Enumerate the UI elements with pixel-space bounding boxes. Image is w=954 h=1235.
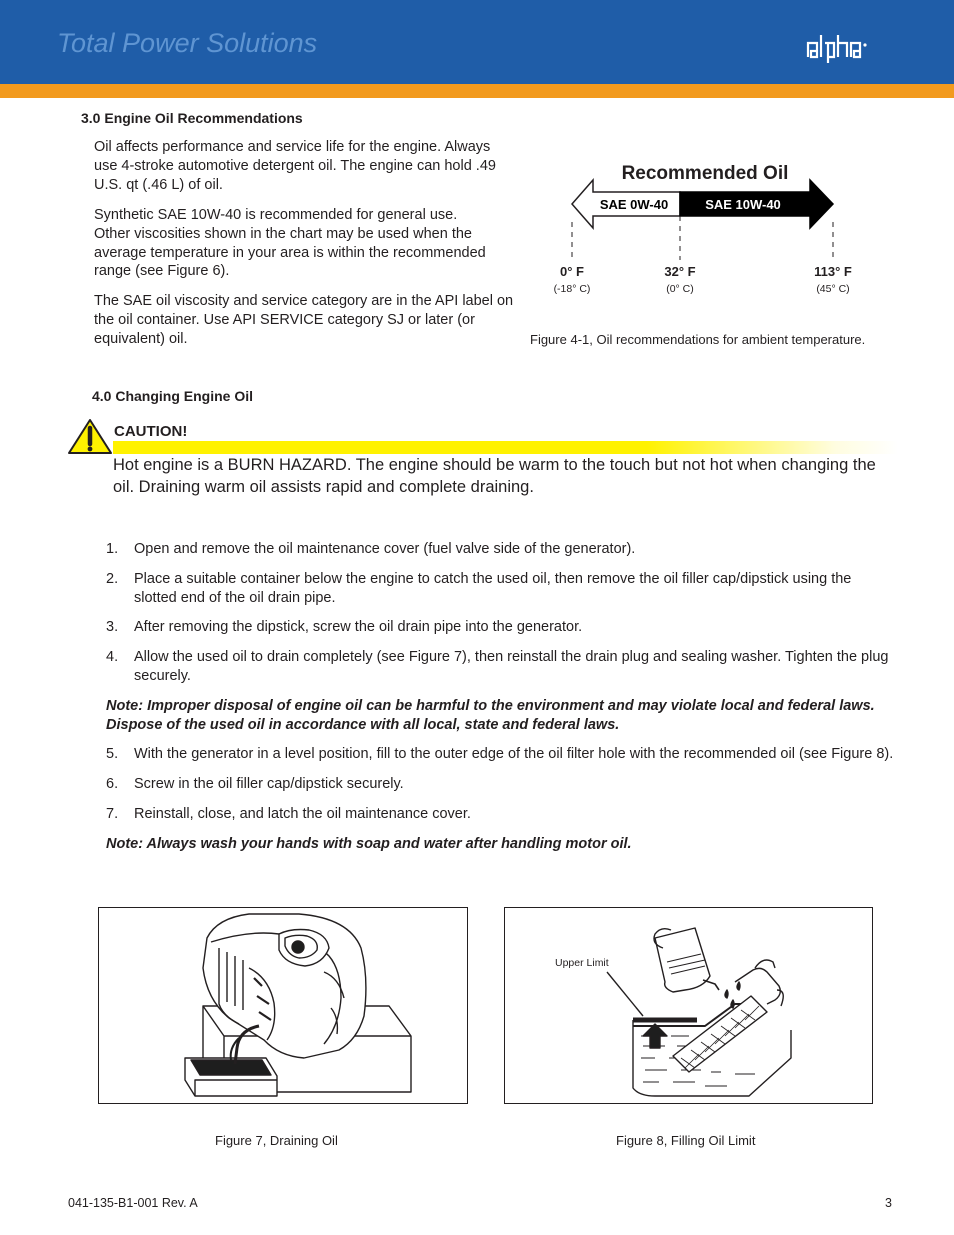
caution-label: CAUTION! [114,423,188,440]
step-text: Open and remove the oil maintenance cover (fuel valve side of the generator). [134,541,636,557]
temp-113f-c: (45° C) [816,283,850,295]
step-text: Place a suitable container below the engine to catch the used oil, then remove the oil filler cap/dipstick using the slotted end of the oil drain pipe. [134,570,852,606]
sae-10w40-label: SAE 10W-40 [705,197,781,212]
draining-oil-illustration [99,908,467,1103]
temp-32f-c: (0° C) [666,283,694,295]
temp-32f: 32° F [664,264,696,279]
temp-113f: 113° F [814,264,852,279]
step-number: 4. [106,649,119,666]
figure-8-filling-oil-limit [504,907,873,1104]
temp-0f-c: (-18° C) [553,283,591,295]
warning-triangle-icon [67,418,113,455]
step-number: 1. [106,541,119,557]
step-item [106,618,896,637]
oil-paragraph-1: Oil affects performance and service life for the engine. Always use 4-stroke automotive detergent oil. The engine can hold .49 U.S. qt (.46 L) of oil. [94,139,496,193]
figure-7-draining-oil [98,907,468,1104]
caution-bar [113,441,898,454]
oil-chart-title: Recommended Oil [621,163,789,184]
figure-8-caption: Figure 8, Filling Oil Limit [616,1133,756,1148]
step-number: 3. [106,619,119,636]
step-item [106,775,896,794]
step-number: 6. [106,776,119,793]
header-title: Total Power Solutions [57,28,318,58]
step-text: Screw in the oil filler cap/dipstick securely. [134,776,404,793]
header-stripe [0,84,954,98]
step-text: With the generator in a level position, fill to the outer edge of the oil filter hole with the recommended oil (see Figure 8). [134,746,894,763]
sae-0w40-label: SAE 0W-40 [599,197,669,212]
disposal-note: Note: Improper disposal of engine oil can be harmful to the environment and may violate local and federal laws. Dispose of the used oil in accordance with all local, state and federal laws. [106,697,875,733]
figure-7-caption: Figure 7, Draining Oil [215,1133,338,1148]
oil-paragraph-3: The SAE oil viscosity and service category are in the API label on the oil container. Use API SERVICE category SJ or later (or equivalent) oil. [94,293,514,347]
step-text: Allow the used oil to drain completely (see Figure 7), then reinstall the drain plug and sealing washer. Tighten the plug securely. [134,649,889,684]
doc-number: 041-135-B1-001 Rev. A [68,1196,198,1210]
oil-change-steps [106,540,896,865]
step-number: 5. [106,746,119,763]
oil-paragraph-2: Synthetic SAE 10W-40 is recommended for general use. Other viscosities shown in the chart may be used when the average temperature in your area is within the recommended range (see Figure 6). [94,207,486,280]
caution-text: Hot engine is a BURN HAZARD. The engine should be warm to the touch but not hot when changing the oil. Draining warm oil assists rapid and complete draining. [113,456,876,496]
step-item [106,570,896,608]
step-text: After removing the dipstick, screw the oil drain pipe into the generator. [134,619,583,636]
temp-0f: 0° F [560,264,584,279]
alpha-logo [806,31,868,65]
step-item [106,648,896,686]
step-item [106,745,896,764]
oil-chart-caption: Figure 4-1, Oil recommendations for ambient temperature. [530,332,866,347]
recommended-oil-chart [540,150,870,310]
upper-limit-label: Upper Limit [555,957,609,969]
step-number: 7. [106,805,119,822]
filling-oil-illustration [505,908,872,1103]
section-heading-oil-recommendations: 3.0 Engine Oil Recommendations [81,110,303,126]
step-item [106,540,896,559]
wash-hands-note: Note: Always wash your hands with soap and water after handling motor oil. [106,835,632,852]
step-number: 2. [106,570,119,587]
section-heading-changing-oil: 4.0 Changing Engine Oil [92,388,254,404]
page-number: 3 [885,1196,892,1210]
step-text: Reinstall, close, and latch the oil maintenance cover. [134,805,471,822]
step-item [106,805,896,824]
